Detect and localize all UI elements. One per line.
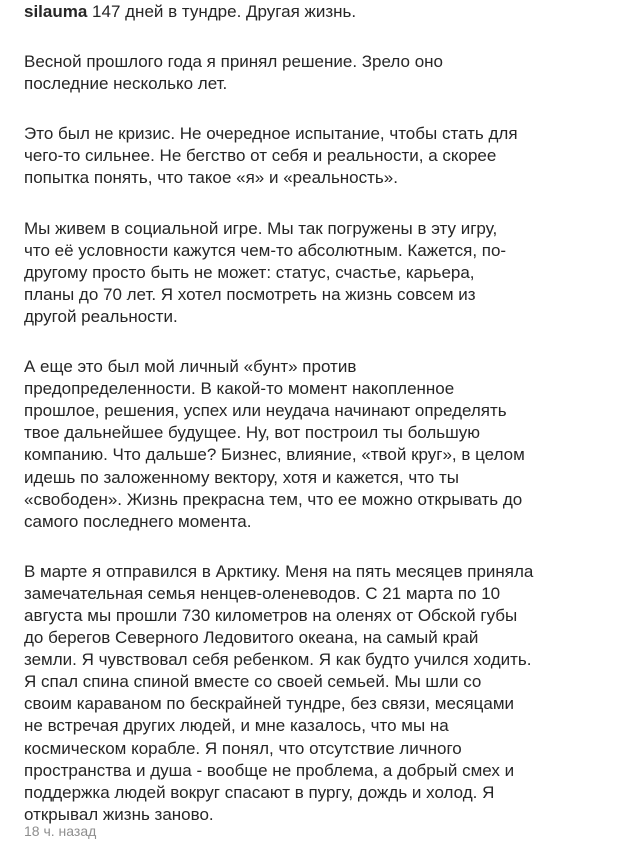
caption-line: Весной прошлого года я принял решение. Зрело оно [24,52,443,72]
caption-line: самого последнего момента. [24,511,252,531]
caption-line: последние несколько лет. [24,74,228,94]
caption-line: своим караваном по бескрайней тундре, без связи, месяцами [24,694,515,714]
post-timestamp[interactable]: 18 ч. назад [24,823,97,839]
caption-line: открывал жизнь заново. [24,804,214,824]
caption-line: В марте я отправился в Арктику. Меня на пять месяцев приняла [24,561,534,581]
caption-line: предопределенности. В какой-то момент накопленное [24,379,455,399]
caption-line: другой реальности. [24,306,178,326]
caption-line: «свободен». Жизнь прекрасна тем, что ее можно открывать до [24,489,523,509]
caption-body [24,51,624,826]
caption-paragraph [24,561,624,826]
caption-title: 147 дней в тундре. Другая жизнь. [92,2,357,21]
caption-title-paragraph [24,1,624,23]
caption-line: прошлое, решения, успех или неудача начинают определять [24,401,507,421]
caption-paragraph [24,218,624,328]
post-caption [24,1,624,854]
caption-line: А еще это был мой личный «бунт» против [24,357,357,377]
caption-line: идешь по заложенному вектору, хотя и кажется, что ты [24,467,459,487]
caption-line: замечательная семья ненцев-оленеводов. С 21 марта по 10 [24,583,501,603]
caption-line: не встречая других людей, и мне казалось, что мы на [24,716,449,736]
caption-line: твое дальнейшее будущее. Ну, вот построил ты большую [24,423,481,443]
caption-line: поддержка людей вокруг спасают в пургу, дождь и холод. Я [24,782,495,802]
caption-line: попытка понять, что такое «я» и «реальность». [24,168,398,188]
username-link[interactable]: silauma [24,2,88,21]
caption-line: чего-то сильнее. Не бегство от себя и реальности, а скорее [24,146,497,166]
caption-paragraph [24,51,624,95]
caption-line: до берегов Северного Ледовитого океана, на самый край [24,628,479,648]
caption-line: компанию. Что дальше? Бизнес, влияние, «твой круг», в целом [24,445,525,465]
caption-paragraph [24,356,624,533]
caption-line: Это был не кризис. Не очередное испытание, чтобы стать для [24,124,518,144]
caption-line: августа мы прошли 730 километров на оленях от Обской губы [24,605,518,625]
caption-line: что её условности кажутся чем-то абсолютным. Кажется, по- [24,240,507,260]
caption-line: Я спал спина спиной вместе со своей семьей. Мы шли со [24,672,482,692]
caption-line: планы до 70 лет. Я хотел посмотреть на жизнь совсем из [24,284,476,304]
caption-line: земли. Я чувствовал себя ребенком. Я как будто учился ходить. [24,650,532,670]
caption-line: космическом корабле. Я понял, что отсутствие личного [24,738,462,758]
caption-line: пространства и душа - вообще не проблема, а добрый смех и [24,760,515,780]
caption-line: Мы живем в социальной игре. Мы так погружены в эту игру, [24,218,498,238]
caption-paragraph [24,123,624,189]
caption-line: другому просто быть не может: статус, счастье, карьера, [24,262,475,282]
